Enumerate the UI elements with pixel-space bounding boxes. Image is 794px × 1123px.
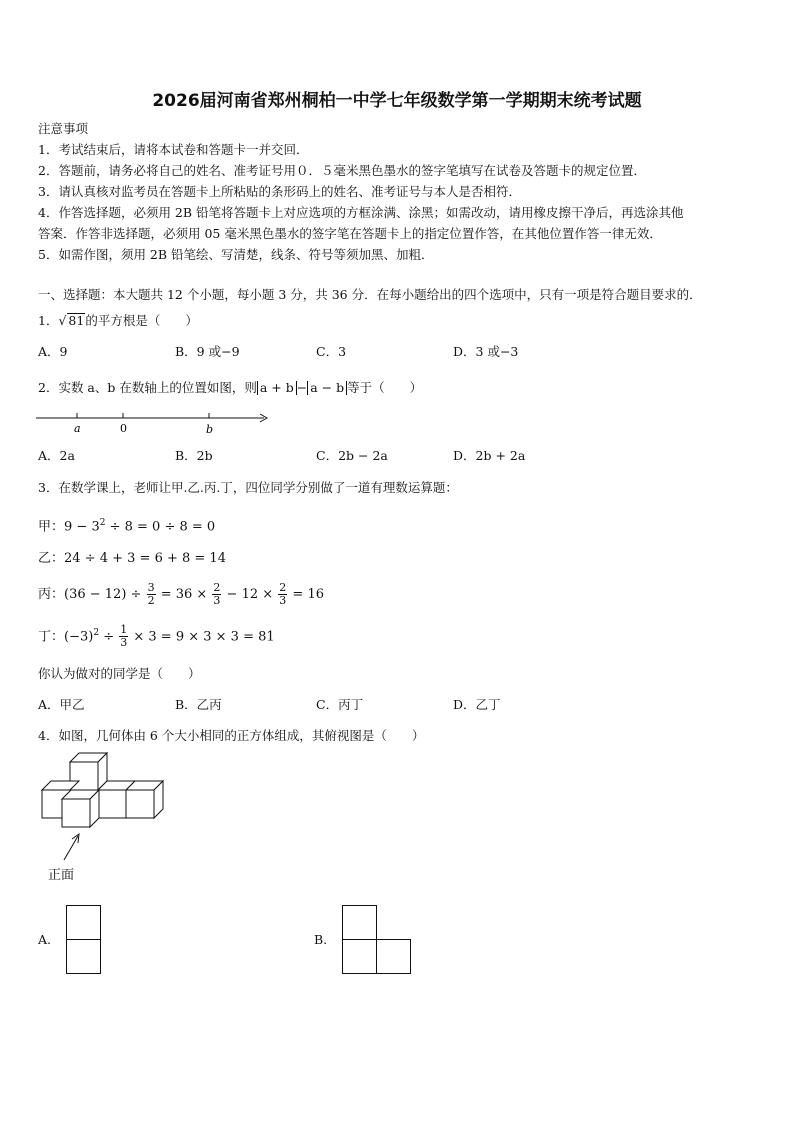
q2-abs-2: a − b <box>307 381 347 395</box>
q3-ding-part: × 3 = 9 × 3 × 3 = 81 <box>129 629 275 645</box>
q2-option-d[interactable]: D．2b + 2a <box>453 448 526 463</box>
notice-item: 1．考试结束后，请将本试卷和答题卡一并交回． <box>38 142 309 157</box>
cube-face <box>62 799 90 827</box>
cube-face <box>98 790 126 818</box>
q1-option-b[interactable]: B．9 或−9 <box>175 344 240 359</box>
notice-item: 5．如需作图，须用 2B 铅笔绘、写清楚，线条、符号等须加黑、加粗． <box>38 247 434 262</box>
notice-heading: 注意事项 <box>38 121 89 136</box>
q3-jia-expr: 9 − 3 <box>64 519 100 535</box>
q2-minus: − <box>296 380 308 395</box>
q3-question: 你认为做对的同学是（ ） <box>38 666 201 681</box>
notice-item: 2．答题前，请务必将自己的姓名、准考证号用０．５毫米黑色墨水的签字笔填写在试卷及答题卡的规定位置． <box>38 163 646 178</box>
q2-option-a[interactable]: A．2a <box>38 448 75 463</box>
denominator: 3 <box>279 594 287 607</box>
q4-option-a-figure[interactable] <box>66 905 102 975</box>
fraction <box>147 582 156 607</box>
q3-ding-part: (−3) <box>64 629 94 645</box>
q1-suffix: 的平方根是（ ） <box>85 313 198 328</box>
q3-option-a[interactable]: A．甲乙 <box>38 697 85 712</box>
page-title: 2026届河南省郑州桐柏一中学七年级数学第一学期期末统考试题 <box>152 91 642 111</box>
q2-abs-1: a + b <box>257 381 297 395</box>
section-heading: 一、选择题：本大题共 12 个小题，每小题 3 分，共 36 分．在每小题给出的四个选项中，只有一项是符合题目要求的． <box>38 287 702 302</box>
numerator: 1 <box>120 623 128 637</box>
numerator: 2 <box>279 581 287 594</box>
q2-suffix: 等于（ ） <box>347 380 423 395</box>
label-a: a <box>74 422 81 435</box>
q2-option-b[interactable]: B．2b <box>175 448 213 463</box>
fraction <box>212 582 221 607</box>
square <box>377 940 411 974</box>
q3-ding-part: ÷ <box>99 629 119 645</box>
number-line-figure <box>34 408 274 438</box>
notice-item: 答案．作答非选择题，必须用 05 毫米黑色墨水的签字笔在答题卡上的指定位置作答，在其他位置作答一律无效． <box>38 226 662 241</box>
q2-prefix: 2．实数 a、b 在数轴上的位置如图，则 <box>38 380 257 395</box>
question-1 <box>38 313 198 329</box>
q3-yi-expr: 24 ÷ 4 + 3 = 6 + 8 = 14 <box>64 551 226 566</box>
fraction <box>119 624 128 649</box>
denominator: 3 <box>213 594 221 607</box>
q4-option-b-label[interactable]: B. <box>314 932 328 947</box>
q3-bing <box>38 582 324 607</box>
denominator: 2 <box>147 594 155 607</box>
q3-jia-rest: ÷ 8 = 0 ÷ 8 = 0 <box>105 519 216 535</box>
square <box>343 906 377 940</box>
label-b: b <box>206 423 214 436</box>
q3-jia-label: 甲： <box>38 519 65 535</box>
q1-option-d[interactable]: D．3 或−3 <box>453 344 519 359</box>
front-label: 正面 <box>48 868 75 883</box>
q2-option-c[interactable]: C．2b − 2a <box>316 448 388 463</box>
square <box>67 906 101 940</box>
question-3-stem: 3．在数学课上，老师让甲.乙.丙.丁，四位同学分别做了一道有理数运算题： <box>38 480 458 495</box>
square <box>67 940 101 974</box>
fraction <box>278 582 287 607</box>
label-0: 0 <box>120 422 127 435</box>
question-2 <box>38 380 422 396</box>
square <box>343 940 377 974</box>
q1-option-a[interactable]: A．9 <box>38 344 68 359</box>
q3-option-b[interactable]: B．乙丙 <box>175 697 222 712</box>
q3-option-d[interactable]: D．乙丁 <box>453 697 501 712</box>
q3-yi <box>38 550 226 568</box>
q3-ding <box>38 624 275 649</box>
q4-option-b-figure[interactable] <box>342 905 412 975</box>
cube-solid-figure <box>38 752 168 862</box>
q3-bing-label: 丙： <box>38 587 65 602</box>
q3-bing-part: − 12 × <box>222 587 278 602</box>
arrow-up-icon <box>72 834 79 843</box>
q3-bing-part: = 36 × <box>156 587 212 602</box>
numerator: 2 <box>213 581 221 594</box>
q3-jia-sup: 2 <box>99 518 106 528</box>
cube-face <box>126 790 154 818</box>
q4-option-a-label[interactable]: A. <box>38 932 52 947</box>
q3-ding-label: 丁： <box>38 629 65 645</box>
q1-prefix: 1． <box>38 313 59 328</box>
notice-item: 4．作答选择题，必须用 2B 铅笔将答题卡上对应选项的方框涂满、涂黑；如需改动，请用橡皮擦干净后，再选涂其他 <box>38 205 684 220</box>
notice-item: 3．请认真核对监考员在答题卡上所粘贴的条形码上的姓名、准考证号与本人是否相符． <box>38 184 521 199</box>
q3-option-c[interactable]: C．丙丁 <box>316 697 364 712</box>
numerator: 3 <box>147 581 155 594</box>
question-4-stem: 4．如图，几何体由 6 个大小相同的正方体组成，其俯视图是（ ） <box>38 728 425 743</box>
sqrt-sign: √ <box>58 313 67 328</box>
denominator: 3 <box>120 636 128 650</box>
q3-bing-part: (36 − 12) ÷ <box>64 587 146 602</box>
q3-bing-part: = 16 <box>288 587 324 602</box>
q3-ding-sup: 2 <box>93 628 100 638</box>
q1-option-c[interactable]: C．3 <box>316 344 347 359</box>
q3-jia <box>38 514 215 536</box>
q1-radicand: 81 <box>68 313 85 328</box>
arrow-line <box>64 836 78 860</box>
q3-yi-label: 乙： <box>38 551 65 566</box>
